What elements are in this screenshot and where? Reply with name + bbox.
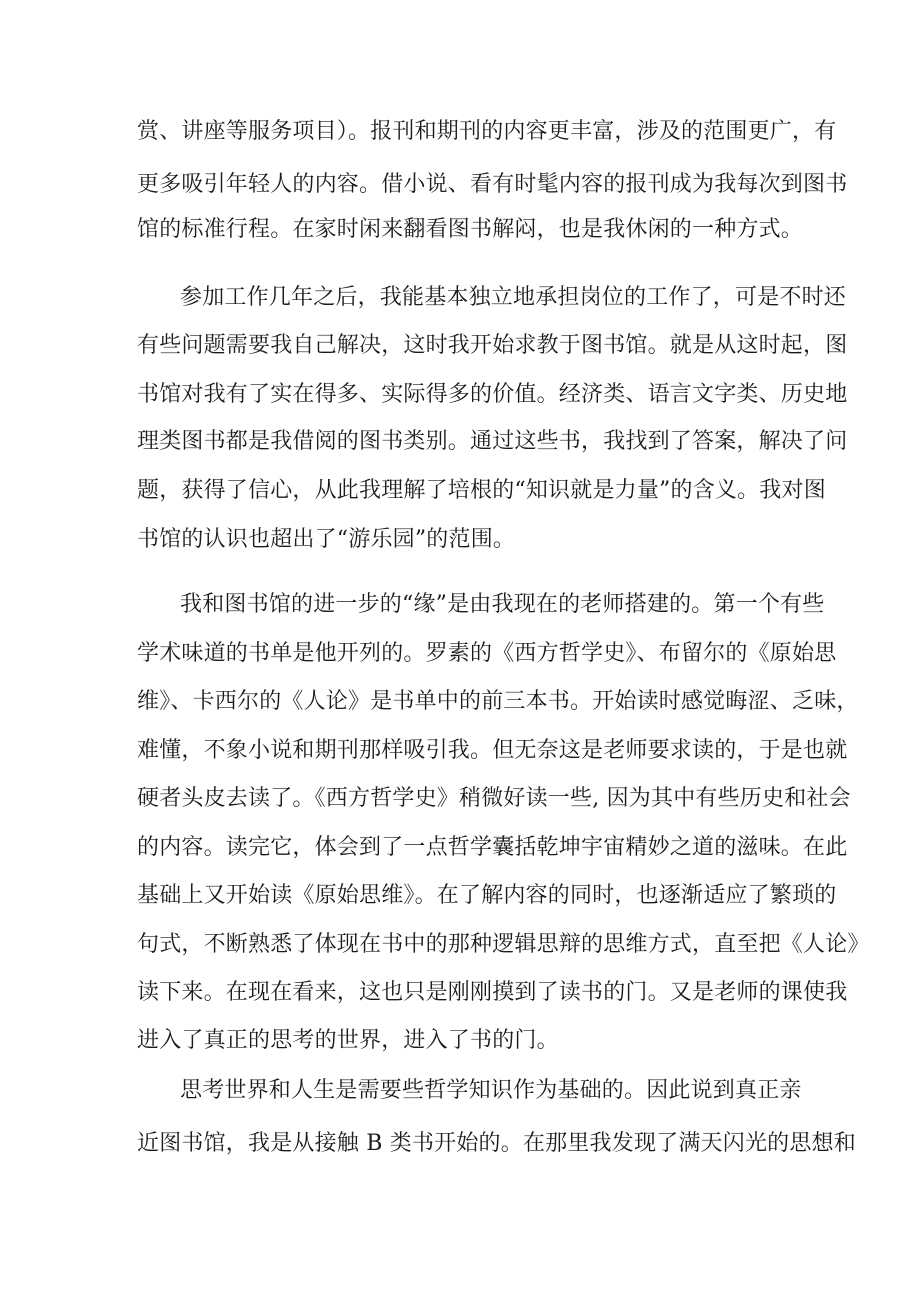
text-line: 馆的标准行程。在家时闲来翻看图书解闷，也是我休闲的一种方式。: [137, 217, 804, 242]
text-line: 近图书馆，我是从接触 B 类书开始的。在那里我发现了满天闪光的思想和: [137, 1131, 856, 1156]
text-line: 题，获得了信心，从此我理解了培根的“知识就是力量”的含义。我对图: [137, 478, 826, 503]
text-line: 读下来。在现在看来，这也只是刚刚摸到了读书的门。又是老师的课使我: [137, 980, 848, 1005]
text-line: 学术味道的书单是他开列的。罗素的《西方哲学史》、布留尔的《原始思: [137, 641, 837, 666]
text-line: 思考世界和人生是需要些哲学知识作为基础的。因此说到真正亲: [180, 1078, 802, 1103]
text-line: 书馆对我有了实在得多、实际得多的价值。经济类、语言文字类、历史地: [137, 382, 848, 407]
text-line: 基础上又开始读《原始思维》。在了解内容的同时，也逐渐适应了繁琐的: [137, 883, 837, 908]
text-line: 有些问题需要我自己解决，这时我开始求教于图书馆。就是从这时起，图: [137, 333, 848, 358]
text-line: 硬者头皮去读了。《西方哲学史》稍微好读一些, 因为其中有些历史和社会: [137, 786, 851, 811]
text-line: 理类图书都是我借阅的图书类别。通过这些书，我找到了答案，解决了问: [137, 429, 848, 454]
text-line: 我和图书馆的进一步的“缘”是由我现在的老师搭建的。第一个有些: [180, 592, 825, 617]
text-line: 赏、讲座等服务项目）。报刊和期刊的内容更丰富，涉及的范围更广，有: [137, 119, 837, 144]
text-line: 的内容。读完它，体会到了一点哲学囊括乾坤宇宙精妙之道的滋味。在此: [137, 835, 848, 860]
text-line: 书馆的认识也超出了“游乐园”的范围。: [137, 527, 516, 552]
text-line: 难懂，不象小说和期刊那样吸引我。但无奈这是老师要求读的，于是也就: [137, 738, 848, 763]
text-line: 更多吸引年轻人的内容。借小说、看有时髦内容的报刊成为我每次到图书: [137, 172, 848, 197]
text-line: 参加工作几年之后，我能基本独立地承担岗位的工作了，可是不时还: [180, 285, 847, 310]
text-line: 维》、卡西尔的《人论》是书单中的前三本书。开始读时感觉晦涩、乏味，: [137, 689, 859, 714]
text-line: 句式，不断熟悉了体现在书中的那种逻辑思辩的思维方式，直至把《人论》: [137, 932, 870, 957]
text-line: 进入了真正的思考的世界，进入了书的门。: [137, 1028, 559, 1053]
